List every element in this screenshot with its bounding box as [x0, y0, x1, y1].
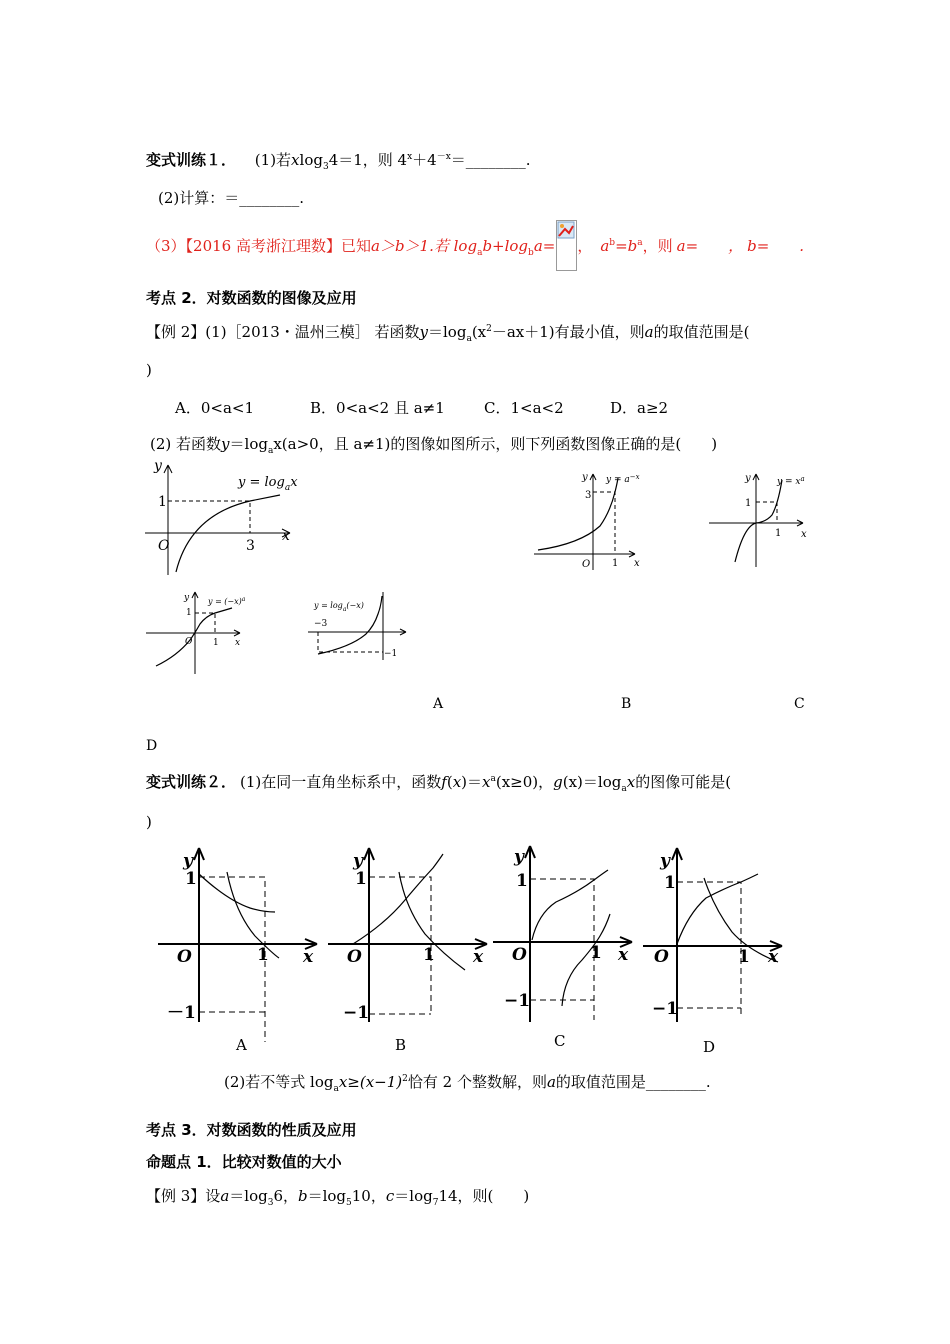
svg-text:x: x [303, 947, 314, 967]
svg-text:1: 1 [745, 498, 752, 509]
svg-text:O: O [347, 947, 362, 967]
graph-d1 [142, 588, 252, 678]
svg-text:y = xa: $y = x^a$ [777, 475, 805, 487]
choice-label-b: B [621, 696, 632, 712]
svg-text:1: 1 [612, 558, 619, 569]
broken-image-icon [556, 220, 578, 272]
svg-text:x: x [618, 945, 629, 965]
svg-text:3: 3 [246, 538, 255, 554]
svg-text:y: y [660, 851, 670, 871]
svg-text:O: O [654, 947, 669, 967]
v1-line2: (2)计算：＝________. [158, 189, 305, 207]
svg-text:y: y [183, 851, 193, 871]
ex2-option-b: B．0<a<2 且 a≠1 [310, 399, 445, 417]
svg-text:O: O [177, 947, 192, 967]
svg-text:−1: −1 [384, 649, 398, 659]
svg-text:A: A [236, 1036, 247, 1054]
svg-text:C: C [554, 1032, 566, 1050]
power-curve [735, 480, 782, 562]
svg-text:B: B [395, 1036, 407, 1054]
svg-text:x: x [235, 638, 241, 648]
svg-text:x: x [634, 558, 640, 569]
svg-text:1: 1 [423, 945, 435, 965]
svg-text:y = loga(−x): $y = \log_a(-x)$ [314, 601, 364, 613]
graph4-a [155, 842, 325, 1057]
graph4-b [325, 842, 495, 1057]
graph4-d [640, 842, 790, 1057]
ex2-line1: 【例 2】(1)［2013・温州三模］ 若函数$y=\log_a(x^2-ax+1)$有最小值，则a的取值范围是( [146, 323, 750, 344]
v1-line1: 变式训练１． (1)若xlog$_3$4＝1，则 $4^x+4^{-x}=\_\_\_\_\_\_\_\_$. [146, 151, 531, 172]
ex2-line2: (2) 若函数$y=\log_ax(a>0$，且 a≠1)的图像如图所示，则下列函数图像正确的是( ) [150, 435, 718, 456]
k2-title: 考点 2．对数函数的图像及应用 [146, 289, 357, 307]
svg-text:y = (−x)a: $y = (-x)^a$ [208, 596, 246, 606]
choice-label-c: C [794, 696, 805, 712]
svg-text:x: x [473, 947, 484, 967]
svg-text:y = logax: $y = \log_ax$ [238, 475, 298, 493]
svg-text:O: O [512, 945, 527, 965]
svg-text:1: 1 [158, 494, 167, 510]
svg-text:y: y [745, 473, 751, 484]
svg-text:1: 1 [186, 608, 192, 618]
graph-c [706, 472, 816, 572]
v1-title: 变式训练１． [146, 151, 237, 169]
svg-text:1: 1 [738, 947, 750, 967]
ex2-line1-close: ) [146, 361, 152, 379]
svg-text:1: 1 [257, 945, 269, 965]
v2-line2: (2)若不等式 $\log_ax\ge(x-1)^2$恰有 2 个整数解，则a的取值范围是________. [224, 1073, 711, 1094]
svg-text:3: 3 [585, 490, 592, 501]
svg-text:−1: −1 [652, 999, 679, 1019]
svg-text:y = a−x: $y = a^{-x}$ [606, 473, 640, 485]
svg-text:1: 1 [664, 873, 676, 893]
svg-text:y: y [154, 458, 162, 474]
graph4-c [490, 842, 640, 1057]
graph-b [530, 470, 650, 574]
svg-text:−1: −1 [343, 1003, 370, 1023]
v1-line3: （3）【2016 高考浙江理数】已知a＞b＞1.若 $\log_ab+\log_ba=$ ， $a^b=b^a$，则 a= ， b= . [146, 237, 805, 258]
svg-text:1: 1 [775, 528, 782, 539]
ex2-option-d: D．a≥2 [610, 399, 669, 417]
svg-text:y: y [514, 847, 524, 867]
graph-main-log [140, 460, 310, 580]
svg-text:y: y [353, 851, 363, 871]
svg-text:y: y [582, 472, 588, 483]
svg-text:y: y [184, 593, 190, 603]
power-curve-neg [156, 608, 232, 666]
choice-label-d: D [146, 738, 158, 754]
svg-text:x: x [801, 529, 807, 540]
svg-text:x: x [768, 947, 779, 967]
svg-text:1: 1 [185, 869, 197, 889]
mt1-title: 命题点 1．比较对数值的大小 [146, 1153, 342, 1171]
svg-text:1: 1 [213, 638, 219, 648]
choice-label-a: A [433, 696, 444, 712]
svg-text:－1: －1 [167, 1003, 196, 1023]
v2-line1-close: ) [146, 813, 152, 831]
svg-text:D: D [703, 1038, 716, 1056]
svg-text:x: x [282, 528, 290, 544]
k3-title: 考点 3．对数函数的性质及应用 [146, 1121, 357, 1139]
svg-text:−3: −3 [314, 619, 328, 629]
ex3-line: 【例 3】设$a=\log_36$，$b=\log_510$，$c=\log_714$，则( ) [146, 1187, 530, 1208]
svg-text:1: 1 [355, 869, 367, 889]
svg-text:1: 1 [516, 871, 528, 891]
svg-text:O: O [185, 637, 193, 647]
svg-text:O: O [158, 538, 170, 554]
ex2-option-c: C．1<a<2 [484, 399, 564, 417]
svg-text:−1: −1 [504, 991, 531, 1011]
v2-line1: 变式训练２． (1)在同一直角坐标系中，函数$f(x)=x^a(x\ge 0)$，$g(x)=\log_ax$的图像可能是( [146, 773, 732, 794]
exp-curve [538, 478, 618, 550]
svg-text:O: O [582, 559, 591, 570]
ex2-option-a: A．0<a<1 [175, 399, 254, 417]
graph-d2 [306, 592, 416, 664]
svg-text:1: 1 [590, 943, 602, 963]
